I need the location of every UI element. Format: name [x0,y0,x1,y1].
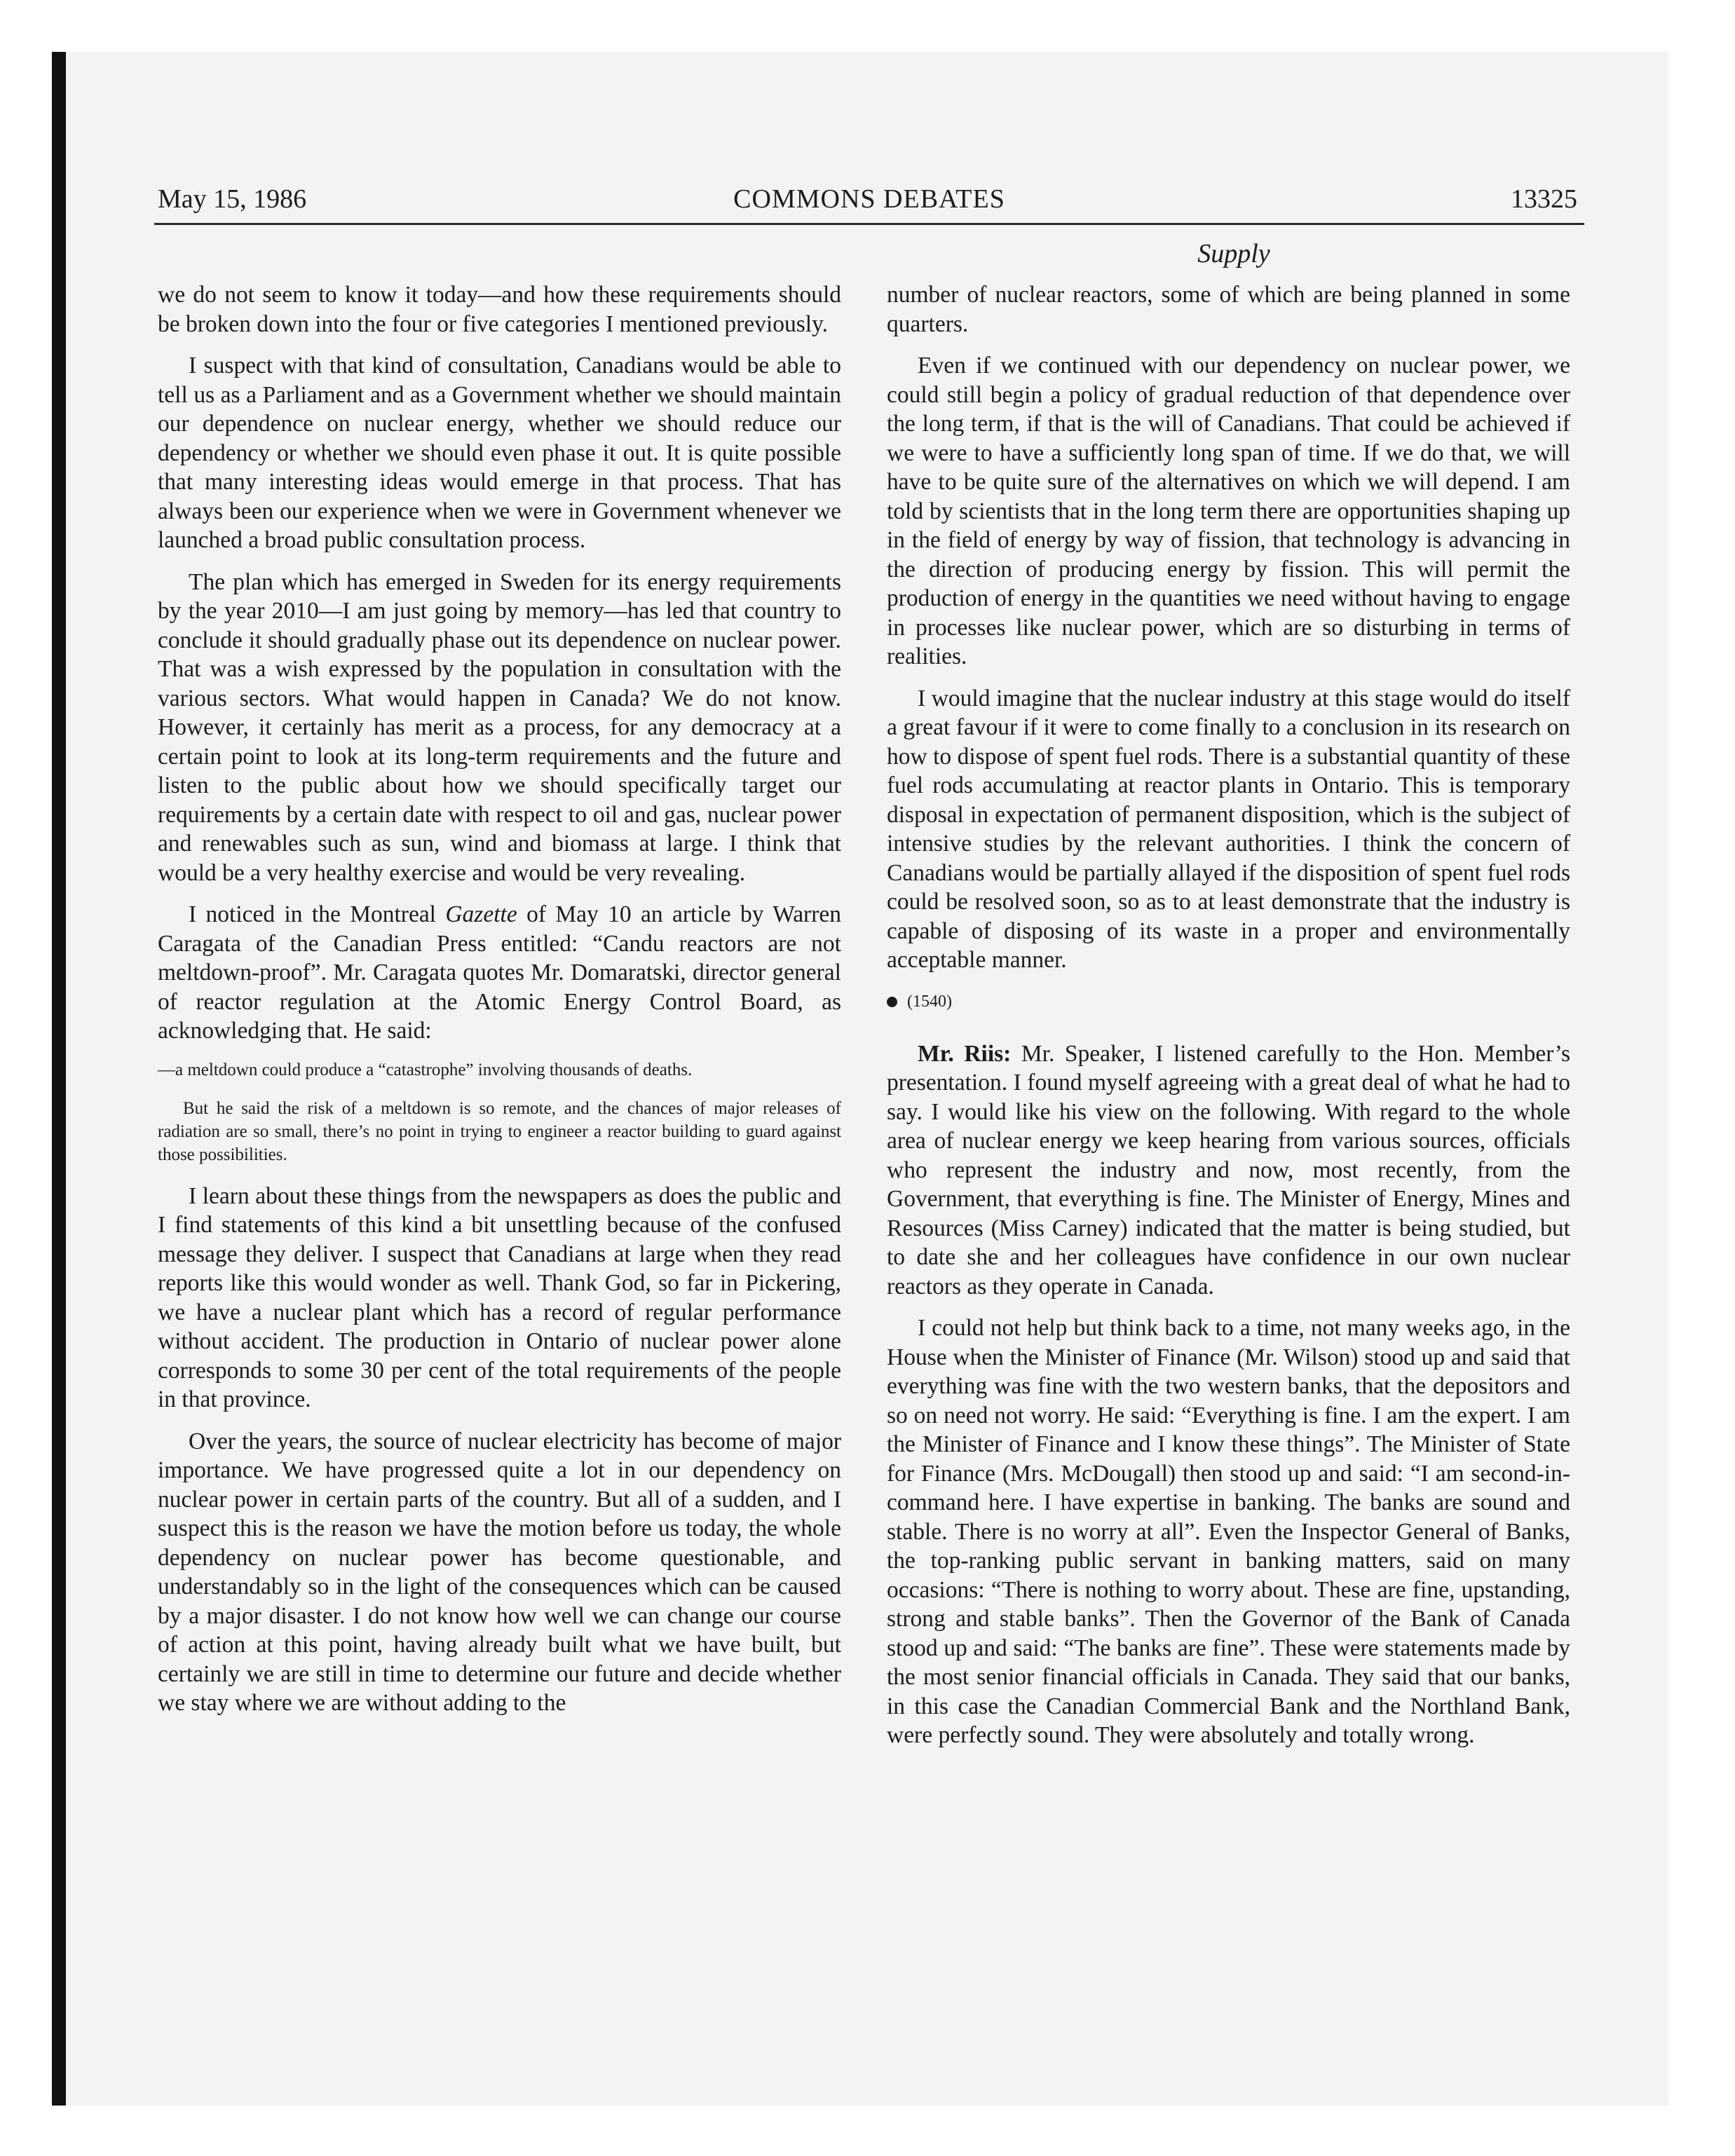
paragraph: number of nuclear reactors, some of which are being planned in some quarters. [887,282,1570,337]
paragraph-text: Mr. Speaker, I listened carefully to the Hon. Member’s presentation. I found myself agreeing with a great deal of what he had to say. I would like his view on the following. With regard to the whole area of nuclear energy we keep hearing from various sources, officials who represent the industry and now, most recently, from the Government, that everything is fine. The Minister of Energy, Mines and Resources (Miss Carney) indicated that the matter is being studied, but to date she and her colleagues have confidence in our own nuclear reactors as they operate in Canada. [887,1040,1570,1299]
scan-edge-bar [52,52,66,2106]
paragraph: I would imagine that the nuclear industry at this stage would do itself a great favour if it were to come finally to a conclusion in its research on how to dispose of spent fuel rods. There is a substantial quantity of these fuel rods accumulating at reactor plants in Ontario. This is temporary disposal in expectation of permanent disposition, which is the subject of intensive studies by the relevant authorities. I think the concern of Canadians would be partially allayed if the disposition of spent fuel rods could be resolved soon, so as to at least demonstrate that the industry is capable of disposing of its waste in a proper and environmentally acceptable manner. [887,685,1570,973]
page-header [154,175,1584,225]
paragraph: I learn about these things from the newspapers as does the public and I find statements of this kind a bit unsettling because of the confused message they deliver. I suspect that Canadians at large when they read reports like this would wonder as well. Thank God, so far in Pickering, we have a nuclear plant which has a record of regular performance without accident. The production in Ontario of nuclear power alone corresponds to some 30 per cent of the total requirements of the people in that province. [158,1182,841,1412]
paragraph: I could not help but think back to a time, not many weeks ago, in the House when the Minister of Finance (Mr. Wilson) stood up and said that everything was fine with the two western banks, that the depositors and so on need not worry. He said: “Everything is fine. I am the expert. I am the Minister of Finance and I know these things”. The Minister of State for Finance (Mrs. McDougall) then stood up and said: “I am second-in-command here. I have expertise in banking. The banks are sound and stable. There is no worry at all”. Even the Inspector General of Banks, the top-ranking public servant in banking matters, said on many occasions: “There is nothing to worry about. These are fine, upstanding, strong and stable banks”. Then the Governor of the Bank of Canada stood up and said: “The banks are fine”. These were statements made by the most senior financial officials in Canada. They said that our banks, in this case the Canadian Commercial Bank and the Northland Bank, were perfectly sound. They were absolutely and totally wrong. [887,1315,1570,1748]
left-column [158,280,841,1731]
header-page-number: 13325 [1511,184,1577,214]
header-title: COMMONS DEBATES [733,184,1005,214]
paragraph: Over the years, the source of nuclear electricity has become of major importance. We have progressed quite a lot in our dependency on nuclear power in certain parts of the country. But all of a sudden, and I suspect this is the reason we have the motion before us today, the whole dependency on nuclear power has become questionable, and understandably so in the light of the consequences which can be caused by a major disaster. I do not know how well we can change our course of action at this point, having already built what we have built, but certainly we are still in time to determine our future and decide whether we stay where we are without adding to the [158,1428,841,1716]
paragraph [887,1039,1570,1302]
paragraph: we do not seem to know it today—and how these requirements should be broken down into the four or five categories I mentioned previously. [158,282,841,337]
paragraph: Even if we continued with our dependency on nuclear power, we could still begin a policy of gradual reduction of that dependence over the long term, if that is the will of Canadians. That could be achieved if we were to have a sufficiently long span of time. If we do that, we will have to be quite sure of the alternatives on which we will depend. I am told by scientists that in the long term there are opportunities shaping up in the field of energy by way of fission, that technology is advancing in the direction of producing energy by fission. This will permit the production of energy in the quantities we need without having to engage in processes like nuclear power, which are so disturbing in terms of realities. [887,353,1570,669]
time-marker-text: (1540) [907,992,952,1011]
block-quote: But he said the risk of a meltdown is so remote, and the chances of major releases of radiation are so small, there’s no point in trying to engineer a reactor building to guard against those possibilities. [158,1098,841,1164]
right-column [887,280,1570,1763]
header-date: May 15, 1986 [158,184,307,214]
section-title: Supply [1197,239,1270,268]
paragraph-text: I noticed in the Montreal [189,901,446,927]
newspaper-title: Gazette [445,901,517,927]
document-page [154,175,1584,1970]
speaker-name: Mr. Riis: [918,1040,1012,1067]
paragraph: The plan which has emerged in Sweden for its energy requirements by the year 2010—I am just going by memory—has led that country to conclude it should gradually phase out its dependence on nuclear power. That was a wish expressed by the population in consultation with the various sectors. What would happen in Canada? We do not know. However, it certainly has merit as a process, for any democracy at a certain point to look at its long-term requirements and the future and listen to the public about how we should specifically target our requirements by a certain date with respect to oil and gas, nuclear power and renewables such as sun, wind and biomass at large. I think that would be a very healthy exercise and would be very revealing. [158,568,841,886]
block-quote: —a meltdown could produce a “catastrophe” involving thousands of deaths. [158,1060,693,1079]
bullet-icon [887,997,897,1007]
paragraph-text: of May 10 an article by Warren Caragata of the Canadian Press entitled: “Candu reactors are not meltdown-proof”. Mr. Caragata quotes Mr. Domaratski, director general of reactor regulation at the Atomic Energy Control Board, as acknowledging that. He said: [158,901,841,1044]
paragraph: I suspect with that kind of consultation, Canadians would be able to tell us as a Parliament and as a Government whether we should maintain our dependence on nuclear energy, whether we should reduce our dependency or whether we should even phase it out. It is quite possible that many interesting ideas would emerge in that process. That has always been our experience when we were in Government whenever we launched a broad public consultation process. [158,353,841,553]
paragraph [158,900,841,1046]
time-marker [887,988,1570,1016]
